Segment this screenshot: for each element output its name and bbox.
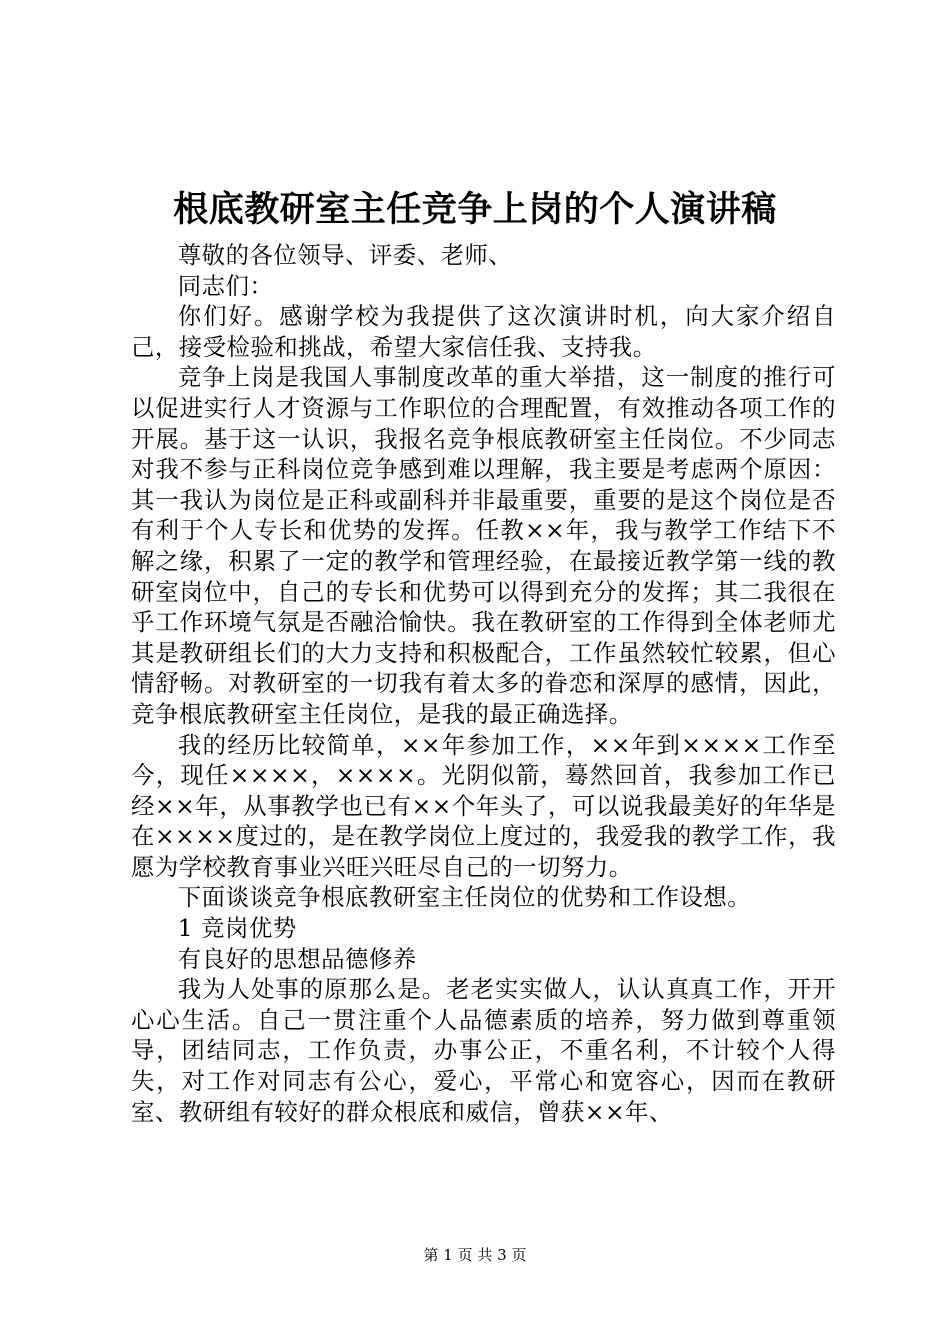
paragraph-transition: 下面谈谈竞争根底教研室主任岗位的优势和工作设想。 [177, 883, 752, 912]
paragraph-motivation: 竞争上岗是我国人事制度改革的重大举措，这一制度的推行可以促进实行人才资源与工作职位的合理配置，有效推动各项工作的开展。基于这一认识，我报名竞争根底教研室主任岗位。不少同志对我不参与正科岗位竞争感到难以理解，我主要是考虑两个原因：其一我认为岗位是正科或副科并非最重要，重要的是这个岗位是否有利于个人专长和优势的发挥。任教××年，我与教学工作结下不解之缘，积累了一定的教学和管理经验，在最接近教学第一线的教研室岗位中，自己的专长和优势可以得到充分的发挥；其二我很在乎工作环境气氛是否融洽愉快。我在教研室的工作得到全体老师尤其是教研组长们的大力支持和积极配合，工作虽然较忙较累，但心情舒畅。对教研室的一切我有着太多的眷恋和深厚的感情，因此，竞争根底教研室主任岗位，是我的最正确选择。 [131, 363, 836, 728]
paragraph-greeting: 你们好。感谢学校为我提供了这次演讲时机，向大家介绍自己，接受检验和挑战，希望大家信任我、支持我。 [131, 302, 836, 361]
document-title: 根底教研室主任竞争上岗的个人演讲稿 [173, 190, 777, 230]
paragraph-character: 我为人处事的原那么是。老老实实做人，认认真真工作，开开心心生活。自己一贯注重个人品德素质的培养，努力做到尊重领导，团结同志，工作负责，办事公正，不重名利，不计较个人得失，对工作对同志有公心，爱心，平常心和宽容心，因而在教研室、教研组有较好的群众根底和威信，曾获××年、 [131, 975, 836, 1126]
salutation-line-2: 同志们： [177, 271, 274, 300]
salutation-line-1: 尊敬的各位领导、评委、老师、 [177, 241, 513, 269]
document-body [131, 240, 836, 1127]
paragraph-experience: 我的经历比较简单，××年参加工作，××年到××××工作至今，现任××××，××××。光阴似箭，蓦然回首，我参加工作已经××年，从事教学也已有××个年头了，可以说我最美好的年华是在××××度过的，是在教学岗位上度过的，我爱我的教学工作，我愿为学校教育事业兴旺兴旺尽自己的一切努力。 [131, 730, 836, 881]
page-footer: 第 1 页 共 3 页 [423, 1246, 527, 1264]
section-heading: 1 竞岗优势 [177, 914, 297, 943]
subsection-heading: 有良好的思想品德修养 [177, 944, 417, 973]
